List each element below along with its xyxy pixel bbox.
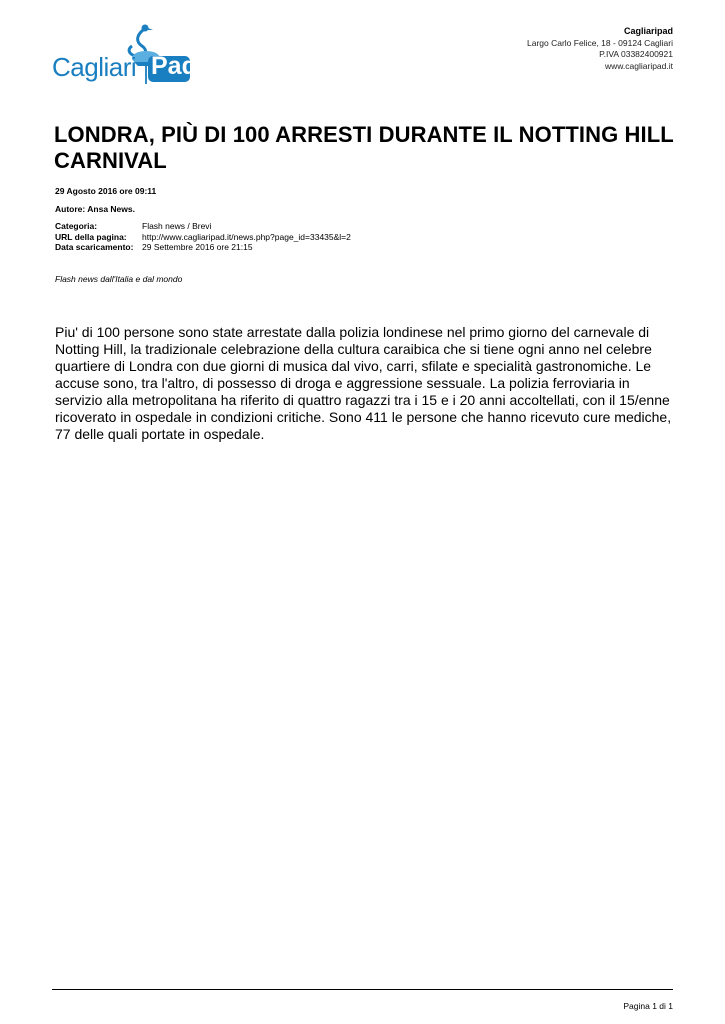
logo-text-pad: Pad	[151, 52, 197, 80]
meta-label: Categoria:	[55, 221, 98, 231]
logo-text-cagliari: Cagliari	[52, 52, 137, 82]
page-number: Pagina 1 di 1	[623, 1001, 673, 1011]
article-date: 29 Agosto 2016 ore 09:11	[55, 186, 157, 196]
meta-row-url	[55, 232, 351, 243]
article-section-subtitle: Flash news dall'Italia e dal mondo	[55, 274, 183, 284]
article-author: Autore: Ansa News.	[55, 204, 135, 214]
meta-value: Flash news / Brevi	[142, 221, 212, 231]
org-name: Cagliaripad	[623, 26, 673, 36]
cagliaripad-logo	[50, 22, 197, 86]
article-body: Piu' di 100 persone sono state arrestate dalla polizia londinese nel primo giorno del carnevale di Notting Hill, la tradizionale celebrazione della cultura caraibica che si tiene ogni anno nel celebre quartiere di Londra con due giorni di musica dal vivo, carri, sfilate e specialità gastronomiche. Le accuse sono, tra l'altro, di possesso di droga e aggressione sessuale. La polizia ferroviaria in servizio alla metropolitana ha riferito di quattro ragazzi tra i 15 e i 20 anni accoltellati, con il 15/enne ricoverato in ospedale in condizioni critiche. Sono 411 le persone che hanno ricevuto cure mediche, 77 delle quali portate in ospedale.	[55, 324, 672, 442]
org-address: Largo Carlo Felice, 18 - 09124 Cagliari	[527, 37, 673, 48]
article-title: LONDRA, PIÙ DI 100 ARRESTI DURANTE IL NOTTING HILL CARNIVAL	[54, 122, 674, 173]
organization-info	[527, 26, 673, 72]
meta-label: URL della pagina:	[55, 231, 127, 242]
meta-value: 29 Settembre 2016 ore 21:15	[142, 242, 253, 252]
org-vat: P.IVA 03382400921	[599, 49, 673, 59]
page-url-link[interactable]: http://www.cagliaripad.it/news.php?page_id=33435&l=2	[142, 231, 351, 242]
article-meta	[55, 221, 351, 253]
meta-row-category	[55, 221, 351, 232]
meta-row-download-date	[55, 242, 351, 253]
org-website[interactable]: www.cagliaripad.it	[604, 60, 673, 71]
footer-divider	[52, 989, 673, 990]
meta-label: Data scaricamento:	[55, 242, 134, 252]
